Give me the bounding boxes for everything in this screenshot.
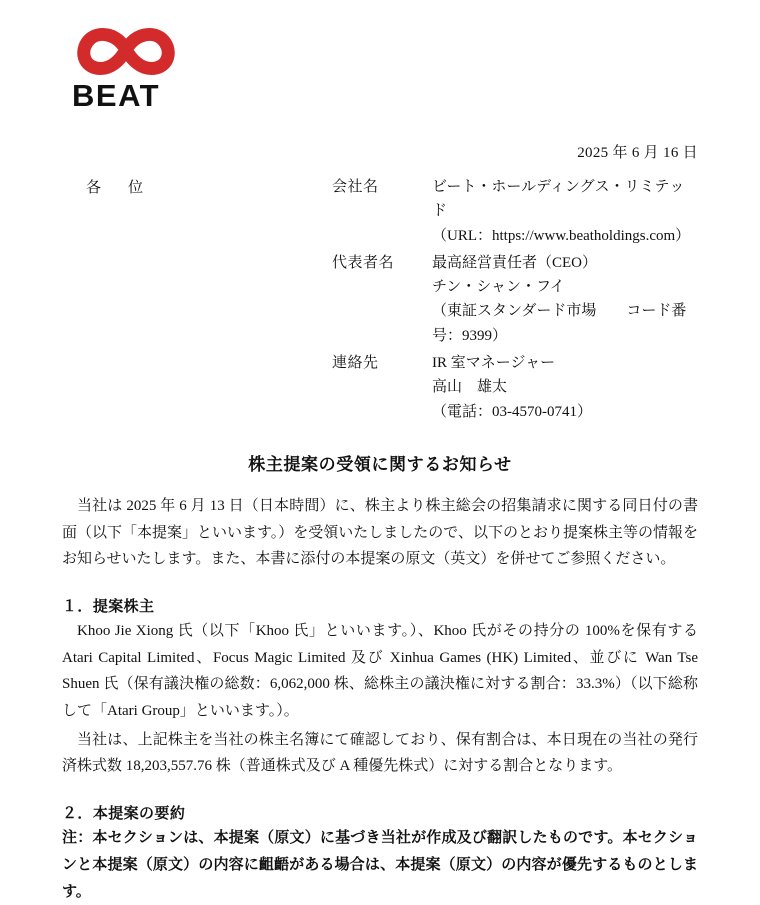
listing-market-code: （東証スタンダード市場 コード番号：9399）	[432, 303, 687, 344]
company-info-row	[332, 351, 698, 375]
contact-title: IR 室マネージャー	[432, 355, 556, 372]
section-2-number: ２．	[62, 806, 93, 823]
section-1-title: 提案株主	[92, 599, 155, 616]
section-1-paragraph-2: 当社は、上記株主を当社の株主名簿にて確認しており、保有割合は、本日現在の当社の発行済株式数 18,203,557.76 株（普通株式及び A 種優先株式）に対する割合となります。	[62, 731, 698, 775]
logo-wordmark: BEAT	[72, 78, 161, 113]
contact-label: 連絡先	[332, 355, 379, 372]
infinity-mark-icon	[70, 22, 182, 78]
addressee: 各 位	[86, 180, 150, 196]
company-name-label: 会社名	[332, 179, 379, 195]
lead-paragraph: 当社は 2025 年 6 月 13 日（日本時間）に、株主より株主総会の招集請求に関する同日付の書面（以下「本提案」といいます。）を受領いたしましたので、以下のとおり提案株主等の情報をお知らせいたします。また、本書に添付の本提案の原文（英文）を併せてご参照ください。	[62, 497, 699, 568]
page-title: 株主提案の受領に関するお知らせ	[248, 454, 512, 474]
document-date: 2025 年 6 月 16 日	[577, 145, 698, 161]
company-name-value: ビート・ホールディングス・リミテッド	[432, 179, 685, 220]
section-1-number: １．	[62, 599, 93, 616]
section-2-title: 本提案の要約	[92, 806, 186, 823]
section-2-note: 注：本セクションは、本提案（原文）に基づき当社が作成及び翻訳したものです。本セクションと本提案（原文）の内容に齟齬がある場合は、本提案（原文）の内容が優先するものとします。	[62, 830, 698, 900]
company-info-row	[332, 251, 698, 275]
representative-label: 代表者名	[332, 254, 395, 271]
company-url: （URL：https://www.beatholdings.com）	[432, 227, 691, 244]
section-1-paragraph-1: Khoo Jie Xiong 氏（以下「Khoo 氏」といいます。）、Khoo 氏がその持分の 100%を保有する Atari Capital Limited、Focus Magic Limited 及び Xinhua Games (HK) Limited、並びに Wan Tse Shuen 氏（保有議決権の総数：6,062,000 株、総株主の議決権に対する割合：33.3%）（以下総称して「Atari Group」といいます。）。	[62, 623, 698, 720]
representative-title: 最高経営責任者（CEO）	[432, 254, 598, 271]
company-info-row	[332, 175, 698, 224]
section-1-heading	[62, 595, 698, 616]
company-logo	[70, 0, 210, 111]
representative-name: チン・シャン・フイ	[432, 279, 565, 296]
section-2-heading	[62, 802, 698, 823]
company-info-block	[332, 175, 698, 424]
contact-name: 高山 雄太	[432, 379, 508, 396]
contact-phone: （電話：03-4570-0741）	[432, 403, 592, 420]
